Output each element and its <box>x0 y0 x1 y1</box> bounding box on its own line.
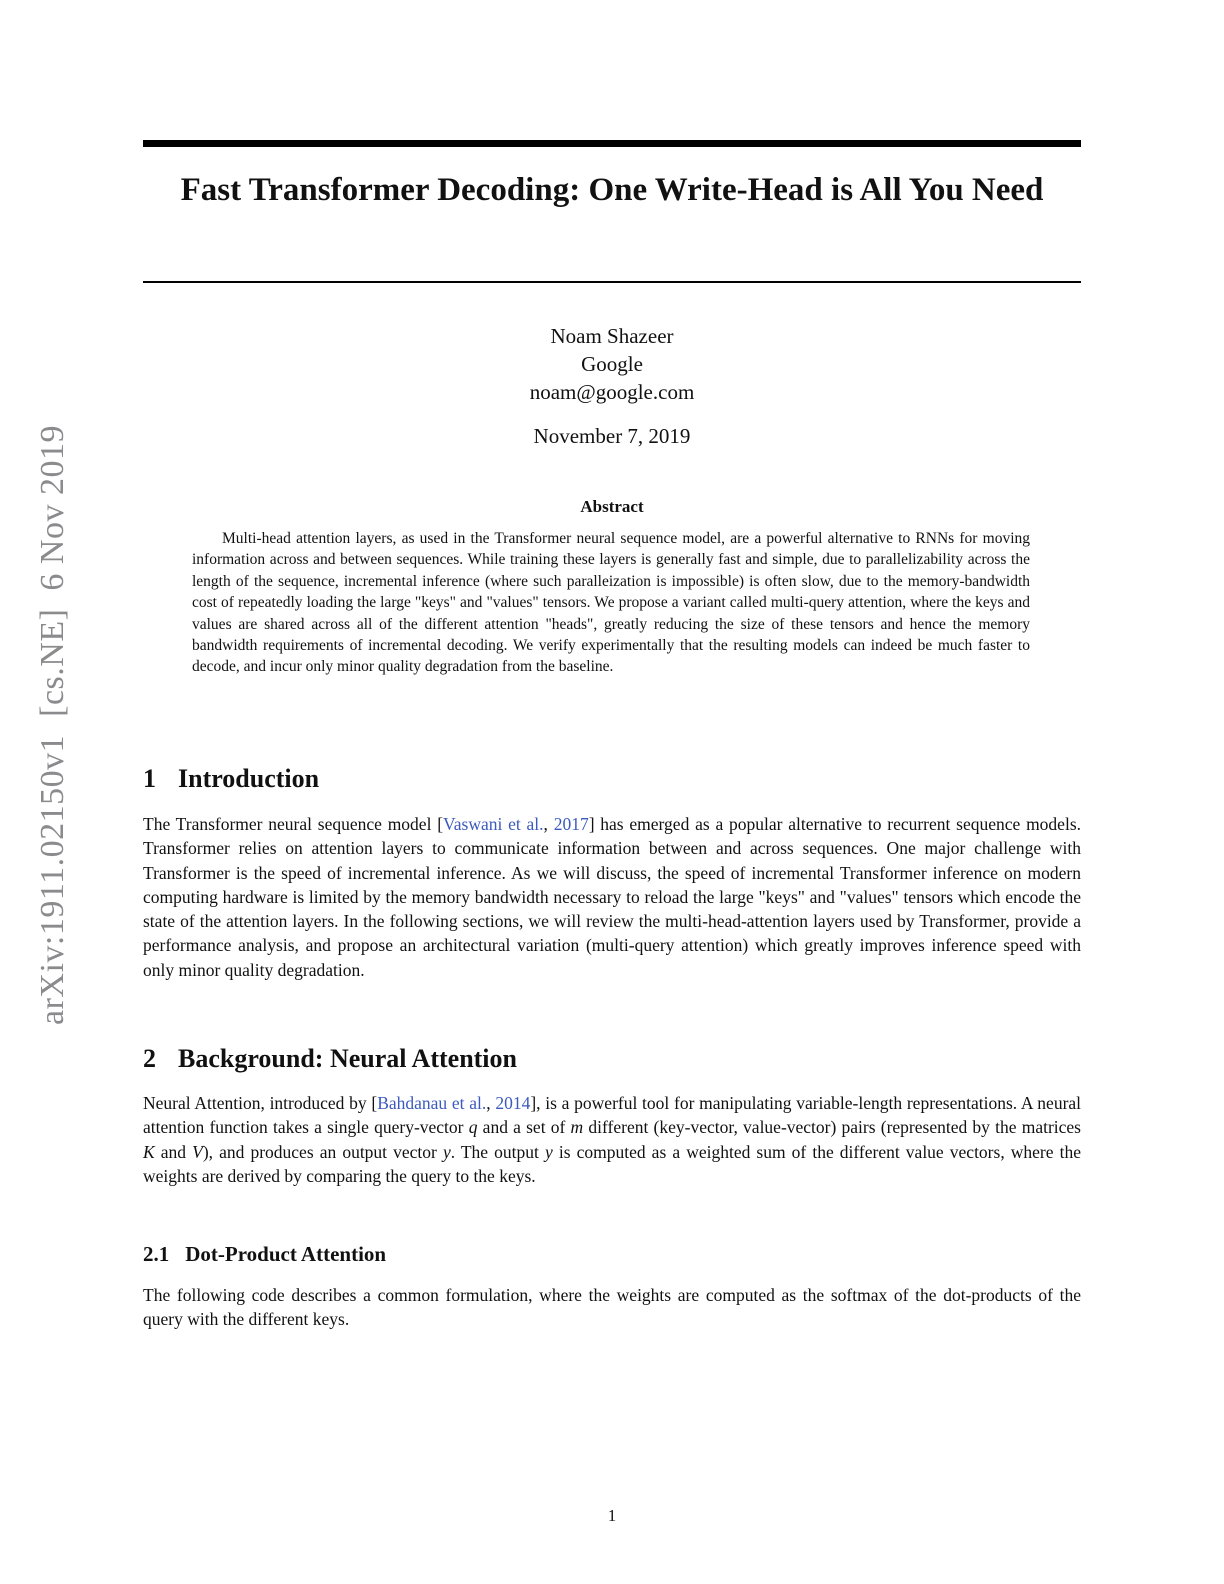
section-number: 2 <box>143 1044 156 1073</box>
page-number: 1 <box>607 1506 617 1525</box>
text-segment: . The output <box>450 1141 545 1162</box>
introduction-paragraph <box>143 812 1081 982</box>
section-title: Background: Neural Attention <box>178 1044 517 1073</box>
citation-link[interactable]: 2017 <box>553 814 589 834</box>
text-segment: different (key-vector, value-vector) pairs (represented by the matrices <box>583 1117 1081 1138</box>
text-segment: q <box>468 1117 478 1138</box>
citation-link[interactable]: Vaswani et al. <box>443 814 544 834</box>
text-segment: V <box>192 1141 203 1162</box>
text-segment: K <box>143 1141 155 1162</box>
text-segment: , <box>486 1093 496 1113</box>
dot-product-paragraph <box>143 1283 1081 1332</box>
abstract-heading: Abstract <box>580 497 644 516</box>
citation-link[interactable]: 2014 <box>495 1093 531 1113</box>
text-segment: and <box>154 1141 193 1162</box>
text-segment: ] has emerged as a popular alternative to recurrent sequence models. Transformer relies on attention layers to communicate information between and across sequences. One major challenge with Transformer is the speed of incremental inference. As we will discuss, the speed of incremental Transformer inference on modern computing hardware is limited by the memory bandwidth necessary to reload the large "keys" and "values" tensors which encode the state of the attention layers. In the following sections, we will review the multi-head-attention layers used by Transformer, provide a performance analysis, and propose an architectural variation (multi-query attention) which greatly improves inference speed with only minor quality degradation. <box>143 814 1082 980</box>
section-heading-introduction <box>143 764 1081 794</box>
paper-title: Fast Transformer Decoding: One Write-Head is All You Need <box>180 172 1044 208</box>
paper-date: November 7, 2019 <box>533 424 691 448</box>
subsection-number: 2.1 <box>143 1242 170 1266</box>
section-heading-background <box>143 1044 1081 1074</box>
background-paragraph <box>143 1091 1081 1188</box>
text-segment: ], is a powerful tool for manipulating variable-length representations. A neural attention function takes a single query-vector <box>143 1093 1082 1138</box>
author-name: Noam Shazeer <box>550 324 674 348</box>
text-segment: is computed as a weighted sum of the different value vectors, where the weights are derived by comparing the query to the keys. <box>143 1141 1081 1186</box>
text-segment: The following code describes a common formulation, where the weights are computed as the softmax of the dot-products of the query with the different keys. <box>143 1285 1081 1330</box>
text-segment: , <box>543 814 554 834</box>
text-segment: Neural Attention, introduced by [ <box>143 1093 378 1113</box>
text-segment: ), and produces an output vector <box>202 1141 443 1162</box>
text-segment: m <box>570 1117 584 1138</box>
author-affiliation: Google <box>581 352 643 376</box>
subsection-title: Dot-Product Attention <box>185 1242 387 1266</box>
arxiv-watermark-text: arXiv:1911.02150v1 [cs.NE] 6 Nov 2019 <box>34 425 71 1025</box>
author-email: noam@google.com <box>529 380 695 404</box>
text-segment: y <box>442 1141 451 1162</box>
section-title: Introduction <box>178 764 320 793</box>
abstract-text: Multi-head attention layers, as used in the Transformer neural sequence model, are a powerful alternative to RNNs for moving information across and between sequences. While training these layers is generally fast and simple, due to parallelizability across the length of the sequence, incremental inference (where such paralleization is impossible) is often slow, due to the memory-bandwidth cost of repeatedly loading the large "keys" and "values" tensors. We propose a variant called multi-query attention, where the keys and values are shared across all of the different attention "heads", greatly reducing the size of these tensors and hence the memory bandwidth requirements of incremental decoding. We verify experimentally that the resulting models can indeed be much faster to decode, and incur only minor quality degradation from the baseline. <box>192 530 1030 676</box>
text-segment: and a set of <box>477 1117 571 1138</box>
title-rule-top <box>143 140 1081 147</box>
section-number: 1 <box>143 764 156 793</box>
text-segment: y <box>544 1141 553 1162</box>
title-rule-bottom <box>143 281 1081 283</box>
citation-link[interactable]: Bahdanau et al. <box>377 1093 487 1113</box>
subsection-heading-dot-product <box>143 1242 1081 1267</box>
author-block <box>143 322 1081 406</box>
text-segment: The Transformer neural sequence model [ <box>143 814 444 834</box>
